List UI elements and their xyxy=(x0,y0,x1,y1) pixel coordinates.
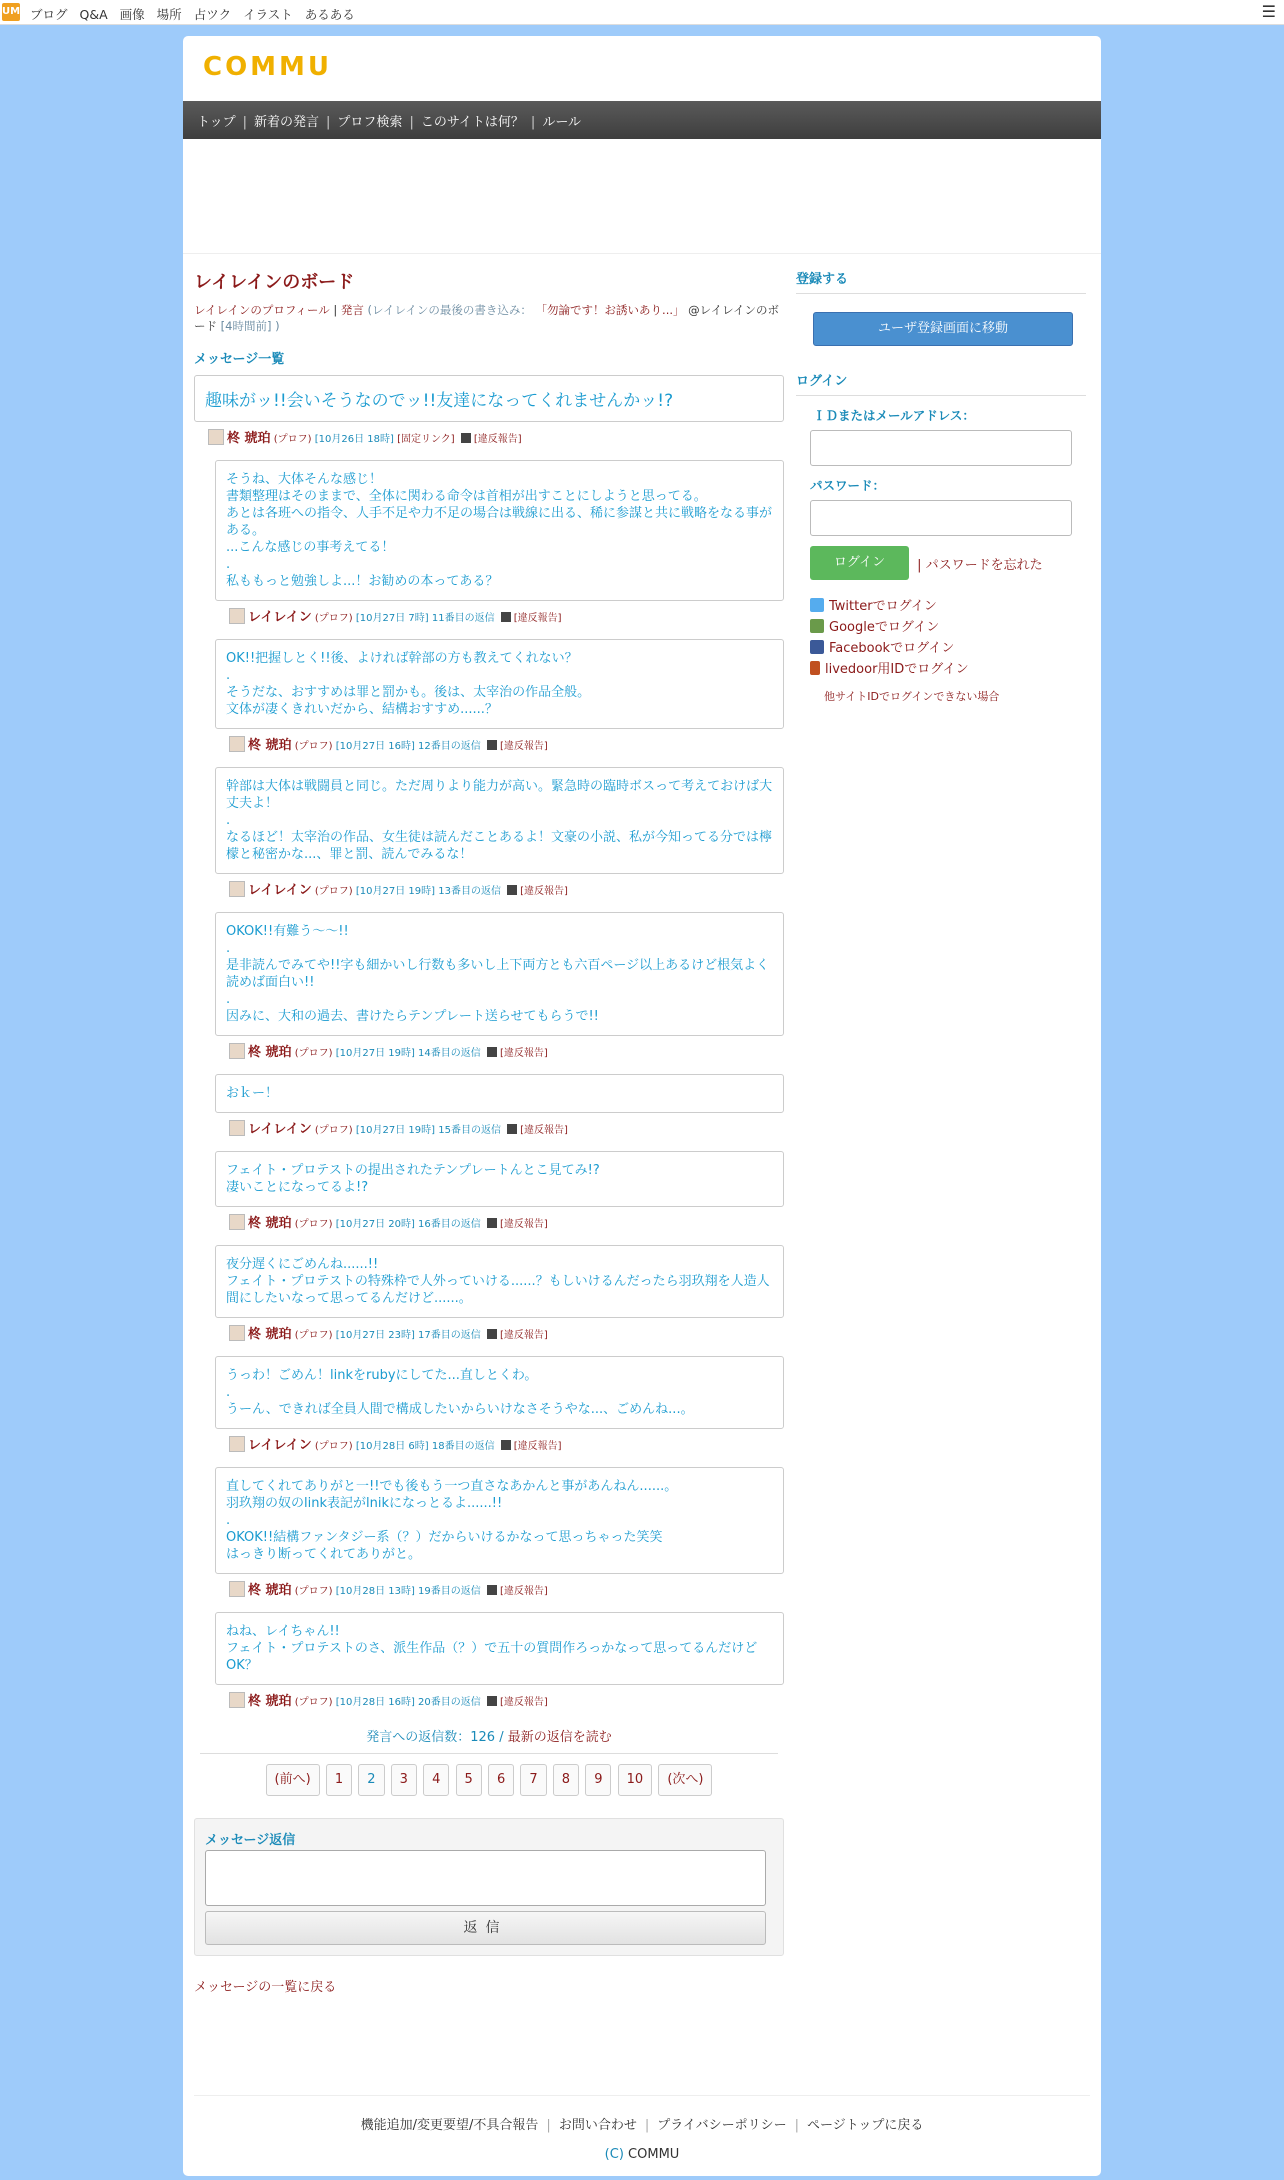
statement-link[interactable]: 発言 xyxy=(340,303,364,317)
pager-page[interactable]: 10 xyxy=(618,1764,653,1796)
pager-next[interactable]: (次へ) xyxy=(658,1764,712,1796)
reply-time[interactable]: [10月28日 13時] 19番目の返信 xyxy=(335,1586,481,1597)
profile-link[interactable]: (プロフ) xyxy=(294,1586,333,1597)
top-nav-qa[interactable]: Q&A xyxy=(79,7,108,22)
reply-textarea[interactable] xyxy=(205,1850,766,1906)
livedoor-login-link[interactable]: livedoor用IDでログイン xyxy=(810,659,1086,680)
footer-separator: | xyxy=(644,2118,650,2133)
reply-time[interactable]: [10月27日 19時] 15番目の返信 xyxy=(355,1125,501,1136)
nav-separator: | xyxy=(242,115,248,130)
reply-message: 幹部は大体は戦闘員と同じ。ただ周りより能力が高い。緊急時の臨時ボスって考えておけば大丈夫よ！ . なるほど！太宰治の作品、女生徒は読んだことあるよ！文豪の小説、私が今知ってる分では檸檬と秘密かな...、罪と罰、読んでみるな！ xyxy=(215,767,784,874)
author-name[interactable]: レイレイン xyxy=(248,883,312,898)
footer-separator: | xyxy=(546,2118,551,2133)
main-message: 趣味がッ!!会いそうなのでッ!!友達になってくれませんかッ!? xyxy=(194,375,784,422)
pager-page-current[interactable]: 2 xyxy=(358,1764,384,1796)
footer-separator: | xyxy=(794,2118,799,2133)
reply-meta xyxy=(229,1692,784,1710)
latest-reply-link[interactable]: 最新の返信を読む xyxy=(507,1730,612,1745)
copyright-mark: (C) xyxy=(604,2147,624,2162)
author-name[interactable]: 柊 琥珀 xyxy=(248,1583,292,1598)
report-icon xyxy=(501,1440,511,1450)
hamburger-icon[interactable]: ☰ xyxy=(1261,2,1276,21)
id-label: ＩＤまたはメールアドレス： xyxy=(813,408,975,423)
author-name[interactable]: レイレイン xyxy=(248,1122,312,1137)
forgot-password-link[interactable]: | パスワードを忘れた xyxy=(917,557,1043,573)
reply-message: そうね、大体そんな感じ！ 書類整理はそのままで、全体に関わる命令は首相が出すことにしようと思ってる。 あとは各班への指令、人手不足や力不足の場合は戦線に出る、稀に参謀と共に戦略をなる事がある。 ...こんな感じの事考えてる！ . 私ももっと勉強しよ...！お勧めの本ってある？ xyxy=(215,460,784,601)
avatar[interactable] xyxy=(229,1325,245,1341)
login-row xyxy=(810,546,1086,580)
reply-meta xyxy=(229,736,784,754)
report-icon xyxy=(507,1124,517,1134)
report-link[interactable]: [違反報告] xyxy=(473,434,522,445)
last-post-time: [4時間前] xyxy=(220,319,272,333)
reply-list xyxy=(194,460,784,1710)
profile-link[interactable]: レイレインのプロフィール xyxy=(194,303,330,317)
social-login-help-link[interactable]: 他サイトIDでログインできない場合 xyxy=(824,690,1000,703)
divider xyxy=(200,1753,778,1754)
register-heading: 登録する xyxy=(796,268,1086,294)
avatar[interactable] xyxy=(229,1043,245,1059)
author-name[interactable]: レイレイン xyxy=(248,1438,312,1453)
last-post-close: ) xyxy=(275,319,280,333)
password-label: パスワード： xyxy=(810,478,886,493)
reply-count xyxy=(194,1726,784,1745)
password-input[interactable] xyxy=(810,500,1072,536)
top-nav-aruaru[interactable]: あるある xyxy=(304,7,355,22)
reply-message: おｋー！ xyxy=(215,1074,784,1113)
reply-submit-button[interactable]: 返信 xyxy=(205,1911,766,1945)
reply-message: うっわ！ごめん！linkをrubyにしてた...直しとくわ。 . うーん、できれば全員人間で構成したいからいけなさそうやな...、ごめんね...。 xyxy=(215,1356,784,1429)
profile-link[interactable]: (プロフ) xyxy=(294,1219,333,1230)
login-button[interactable]: ログイン xyxy=(810,546,909,580)
reply-meta xyxy=(229,608,784,626)
report-link[interactable]: [違反報告] xyxy=(499,741,548,752)
profile-link[interactable]: (プロフ) xyxy=(314,886,353,897)
profile-link[interactable]: (プロフ) xyxy=(294,741,333,752)
report-link[interactable]: [違反報告] xyxy=(499,1330,548,1341)
last-post-board: @レイレインのボード xyxy=(194,303,780,333)
reply-meta xyxy=(229,1325,784,1343)
author-name[interactable]: 柊 琥珀 xyxy=(248,738,292,753)
report-link[interactable]: [違反報告] xyxy=(499,1048,548,1059)
main-card xyxy=(183,36,1101,2176)
avatar[interactable] xyxy=(229,608,245,624)
report-link[interactable]: [違反報告] xyxy=(499,1219,548,1230)
last-post-label: (レイレインの最後の書き込み： xyxy=(367,303,532,317)
pager-page[interactable]: 1 xyxy=(326,1764,352,1796)
top-nav xyxy=(30,5,367,23)
profile-link[interactable]: (プロフ) xyxy=(314,1125,353,1136)
social-login xyxy=(810,596,1086,707)
author-name[interactable]: レイレイン xyxy=(248,610,312,625)
avatar[interactable] xyxy=(208,429,224,445)
profile-link[interactable]: (プロフ) xyxy=(273,434,312,445)
twitter-login-link[interactable]: Twitterでログイン xyxy=(810,596,1086,617)
report-link[interactable]: [違反報告] xyxy=(520,1125,568,1136)
top-nav-uranai[interactable]: 占ツク xyxy=(193,7,232,22)
top-nav-blog[interactable]: ブログ xyxy=(30,7,68,22)
board-subtitle: レイレインのプロフィール | 発言 (レイレインの最後の書き込み： 「勿論です！お誘いあり...」 @レイレインのボード [4時間前] ) xyxy=(194,303,780,333)
reply-message: OKOK!!有難う～～!! . 是非読んでみてや!!字も細かいし行数も多いし上下両方とも六百ページ以上あるけど根気よく読めば面白い!! . 因みに、大和の過去、書けたらテンプレート送らせてもらうで!! xyxy=(215,912,784,1036)
avatar[interactable] xyxy=(229,1436,245,1452)
profile-link[interactable]: (プロフ) xyxy=(314,1441,353,1452)
reply-meta xyxy=(229,1214,784,1232)
top-nav-images[interactable]: 画像 xyxy=(119,7,145,22)
site-logo-icon[interactable]: UM xyxy=(2,3,20,21)
reply-message: OK!!把握しとく!!後、よければ幹部の方も教えてくれない？ . そうだな、おすすめは罪と罰かも。後は、太宰治の作品全般。 文体が凄くきれいだから、結構おすすめ......？ xyxy=(215,639,784,729)
reply-count-separator: / xyxy=(495,1730,508,1745)
report-link[interactable]: [違反報告] xyxy=(499,1586,548,1597)
sidebar xyxy=(796,268,1086,707)
pager-page[interactable]: 9 xyxy=(585,1764,611,1796)
board-column xyxy=(194,268,784,1995)
nav-new-posts[interactable]: 新着の発言 xyxy=(254,115,320,130)
nav-profile-search[interactable]: プロフ検索 xyxy=(337,115,403,130)
footer-contact-link[interactable]: お問い合わせ xyxy=(558,2118,637,2133)
page-title: レイレインのボード xyxy=(194,272,355,293)
author-name[interactable]: 柊 琥珀 xyxy=(248,1216,292,1231)
permalink[interactable]: [固定リンク] xyxy=(397,434,455,445)
reply-meta xyxy=(229,1436,784,1454)
author-name[interactable]: 柊 琥珀 xyxy=(248,1694,292,1709)
reply-form xyxy=(194,1818,784,1956)
profile-link[interactable]: (プロフ) xyxy=(294,1697,333,1708)
reply-time[interactable]: [10月27日 23時] 17番目の返信 xyxy=(335,1330,481,1341)
footer-feedback-link[interactable]: 機能追加/変更要望/不具合報告 xyxy=(360,2118,539,2133)
nav-separator: | xyxy=(530,115,536,130)
report-icon xyxy=(487,1047,497,1057)
profile-link[interactable]: (プロフ) xyxy=(294,1048,333,1059)
avatar[interactable] xyxy=(229,736,245,752)
facebook-icon xyxy=(810,640,824,654)
google-login-link[interactable]: Googleでログイン xyxy=(810,617,1086,638)
reply-time[interactable]: [10月27日 7時] 11番目の返信 xyxy=(355,613,495,624)
last-post-link[interactable]: 「勿論です！お誘いあり...」 xyxy=(535,303,685,317)
profile-link[interactable]: (プロフ) xyxy=(294,1330,333,1341)
id-input[interactable] xyxy=(810,430,1072,466)
report-link[interactable]: [違反報告] xyxy=(513,1441,562,1452)
report-link[interactable]: [違反報告] xyxy=(513,613,562,624)
report-link[interactable]: [違反報告] xyxy=(499,1697,548,1708)
divider xyxy=(194,2095,1090,2096)
report-link[interactable]: [違反報告] xyxy=(520,886,568,897)
main-nav xyxy=(183,101,1101,139)
top-nav-places[interactable]: 場所 xyxy=(156,7,182,22)
avatar[interactable] xyxy=(229,1120,245,1136)
nav-separator: | xyxy=(409,115,414,130)
nav-about[interactable]: このサイトは何？ xyxy=(420,115,524,130)
report-icon xyxy=(487,740,497,750)
pager-page[interactable]: 4 xyxy=(423,1764,449,1796)
avatar[interactable] xyxy=(229,881,245,897)
report-icon xyxy=(487,1218,497,1228)
avatar[interactable] xyxy=(229,1581,245,1597)
message-list-title: メッセージ一覧 xyxy=(194,352,285,367)
footer-privacy-link[interactable]: プライバシーポリシー xyxy=(657,2118,787,2133)
report-icon xyxy=(507,885,517,895)
author-name[interactable]: 柊 琥珀 xyxy=(248,1045,292,1060)
report-icon xyxy=(487,1329,497,1339)
reply-meta xyxy=(229,1043,784,1061)
reply-time[interactable]: [10月27日 20時] 16番目の返信 xyxy=(335,1219,481,1230)
reply-time[interactable]: [10月27日 19時] 14番目の返信 xyxy=(335,1048,481,1059)
nav-separator: | xyxy=(326,115,331,130)
brand-logo[interactable]: COMMU xyxy=(203,52,333,82)
google-icon xyxy=(810,619,824,633)
facebook-login-link[interactable]: Facebookでログイン xyxy=(810,638,1086,659)
login-heading: ログイン xyxy=(796,370,1086,396)
pager-page[interactable]: 8 xyxy=(553,1764,579,1796)
main-message-meta xyxy=(208,429,784,447)
reply-meta xyxy=(229,881,784,899)
report-icon xyxy=(461,433,471,443)
footer-pagetop-link[interactable]: ページトップに戻る xyxy=(806,2118,924,2133)
pagination xyxy=(194,1764,784,1796)
twitter-icon xyxy=(810,598,824,612)
reply-message: ねね、レイちゃん!! フェイト・プロテストのさ、派生作品（？）で五十の質問作ろっかなって思ってるんだけどOK？ xyxy=(215,1612,784,1685)
divider xyxy=(183,253,1101,254)
reply-meta xyxy=(229,1581,784,1599)
post-time[interactable]: [10月26日 18時] xyxy=(314,434,394,445)
reply-meta xyxy=(229,1120,784,1138)
reply-form-label: メッセージ返信 xyxy=(205,1833,296,1848)
report-icon xyxy=(487,1696,497,1706)
avatar[interactable] xyxy=(229,1214,245,1230)
reply-time[interactable]: [10月28日 16時] 20番目の返信 xyxy=(335,1697,481,1708)
back-to-list-link[interactable]: メッセージの一覧に戻る xyxy=(194,1980,337,1995)
author-name[interactable]: 柊 琥珀 xyxy=(248,1327,292,1342)
pager-page[interactable]: 5 xyxy=(456,1764,482,1796)
reply-count-label: 発言への返信数：126 xyxy=(366,1730,496,1745)
reply-message: 夜分遅くにごめんね......!! フェイト・プロテストの特殊枠で人外っていける......？もしいけるんだったら羽玖翔を人造人間にしたいなって思ってるんだけど......。 xyxy=(215,1245,784,1318)
nav-rules[interactable]: ルール xyxy=(542,115,582,130)
reply-message: フェイト・プロテストの提出されたテンプレートんとこ見てみ!? 凄いことになってるよ!? xyxy=(215,1151,784,1207)
pager-page[interactable]: 6 xyxy=(488,1764,514,1796)
register-button[interactable]: ユーザ登録画面に移動 xyxy=(813,312,1073,346)
profile-link[interactable]: (プロフ) xyxy=(314,613,353,624)
pager-page[interactable]: 7 xyxy=(520,1764,546,1796)
report-icon xyxy=(501,612,511,622)
pager-page[interactable]: 3 xyxy=(391,1764,417,1796)
copyright-text[interactable]: COMMU xyxy=(628,2147,680,2162)
report-icon xyxy=(487,1585,497,1595)
avatar[interactable] xyxy=(229,1692,245,1708)
copyright xyxy=(183,2147,1101,2162)
pager-prev[interactable]: (前へ) xyxy=(266,1764,320,1796)
reply-time[interactable]: [10月27日 16時] 12番目の返信 xyxy=(335,741,481,752)
footer-links xyxy=(183,2114,1101,2133)
reply-time[interactable]: [10月28日 6時] 18番目の返信 xyxy=(355,1441,495,1452)
author-name[interactable]: 柊 琥珀 xyxy=(227,431,271,446)
livedoor-icon xyxy=(810,661,820,675)
reply-time[interactable]: [10月27日 19時] 13番目の返信 xyxy=(355,886,501,897)
reply-message: 直してくれてありがと一!!でも後もう一つ直さなあかんと事があんねん......。 羽玖翔の奴のlink表記がlnikになっとるよ......!! . OKOK!!結構ファンタジー系（？）だからいけるかなって思っちゃった笑笑 はっきり断ってくれてありがと。 xyxy=(215,1467,784,1574)
nav-top[interactable]: トップ xyxy=(197,115,236,130)
top-bar xyxy=(0,0,1284,25)
top-nav-illust[interactable]: イラスト xyxy=(243,7,293,22)
